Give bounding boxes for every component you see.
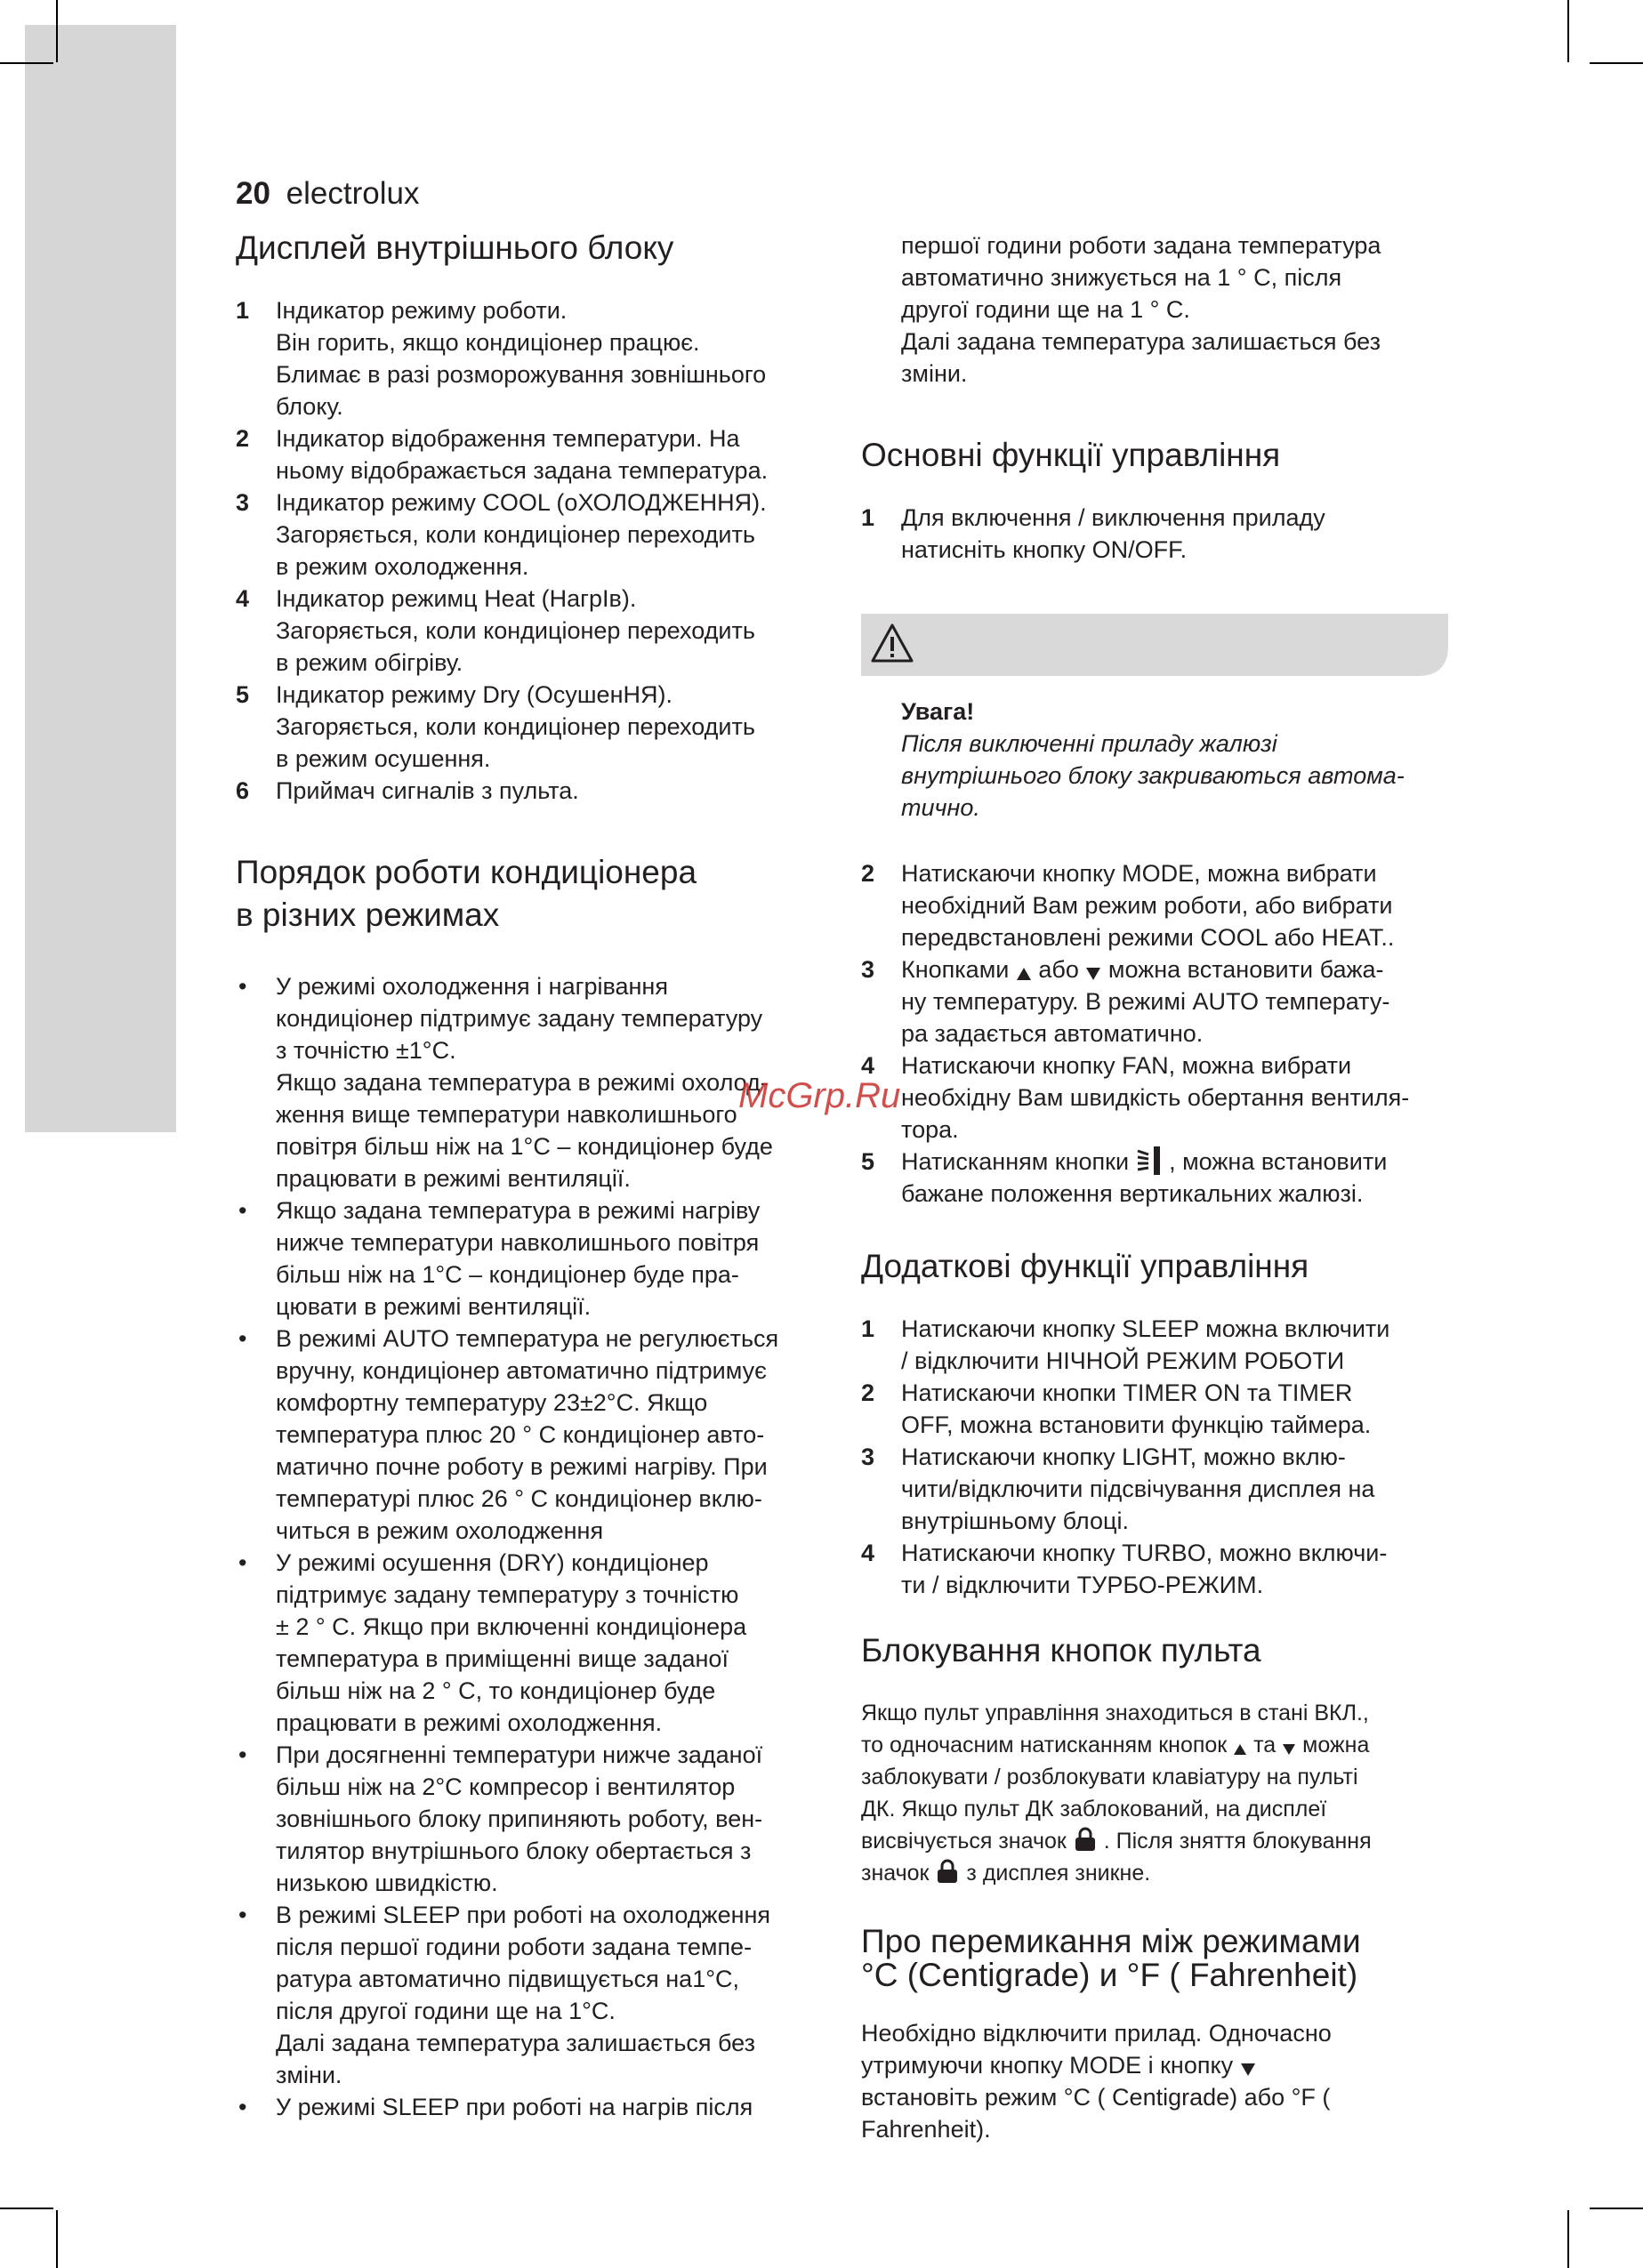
item-number: 1 <box>236 297 250 324</box>
bullet-icon: • <box>238 1549 247 1576</box>
text-line: в режим осушення. <box>276 745 491 772</box>
text-line: Він горить, якщо кондиціонер працює. <box>276 329 700 356</box>
basic-functions-list <box>861 857 1448 1210</box>
text-line: Індикатор відображення температури. На <box>276 425 740 452</box>
text-line: вручну, кондиціонер автоматично підтримує <box>276 1357 767 1384</box>
item-number: 4 <box>861 1540 875 1566</box>
text-line: Натискаючи кнопку LIGHT, можно вклю- <box>901 1444 1346 1470</box>
page-number: 20 <box>236 176 270 211</box>
crop-mark <box>1590 2208 1643 2209</box>
text-line: Натискаючи кнопку TURBO, можно включи- <box>901 1540 1388 1566</box>
item-number: 6 <box>236 777 250 804</box>
text-line: ратура автоматично підвищується на1°С, <box>276 1966 740 1992</box>
section-title-modes: Порядок роботи кондиціонера в різних режимах <box>236 854 697 933</box>
section-title-basic-functions: Основні функції управління <box>861 437 1281 473</box>
text-line: цювати в режимі вентиляції. <box>276 1293 592 1320</box>
item-number: 2 <box>861 1379 875 1406</box>
warning-banner-background <box>861 614 1448 676</box>
list-item <box>236 1323 832 1547</box>
crop-mark <box>56 0 58 62</box>
text-line: з точністю ±1°С. <box>276 1037 456 1064</box>
down-arrow-icon <box>1085 967 1101 981</box>
up-arrow-icon <box>1016 967 1032 981</box>
text-line: В режимі AUTO температура не регулюється <box>276 1325 779 1352</box>
brand-name: electrolux <box>286 176 420 211</box>
text-line: Індикатор режимц Heat (НагрІв). <box>276 585 637 612</box>
text-line: Блимає в разі розморожування зовнішнього <box>276 361 767 388</box>
bullet-icon: • <box>238 973 247 1000</box>
list-item: 1 Для включення / виключення приладу натисніть кнопку ON/OFF. <box>861 504 1325 563</box>
list-item <box>236 487 832 583</box>
list-item: 5 Натисканням кнопки , можна встановити бажане положення вертикальних жалюзі. <box>861 1146 1448 1210</box>
list-item: 4 Натискаючи кнопку FAN, можна вибрати необхідну Вам швидкість обертання вентиля- тора. <box>861 1052 1410 1143</box>
text-line: в режим охолодження. <box>276 553 529 580</box>
warning-banner <box>861 614 1448 676</box>
text-line: комфортну температуру 23±2°С. Якщо <box>276 1389 708 1416</box>
text-line: більш ніж на 1°С – кондиціонер буде пра- <box>276 1261 739 1288</box>
text-line: внутрішньому блоці. <box>901 1508 1129 1534</box>
section-title-lock: Блокування кнопок пульта <box>861 1632 1261 1669</box>
text-line: У режимі осушення (DRY) кондиціонер <box>276 1549 709 1576</box>
section-title-extra-functions: Додаткові функції управління <box>861 1248 1309 1284</box>
crop-mark <box>1567 2210 1569 2268</box>
basic-functions-list-top <box>861 502 1448 566</box>
warning-body: Після виключенні приладу жалюзі внутрішнього блоку закриваються автома- тично. <box>901 730 1405 821</box>
text-line: зміни. <box>901 360 968 387</box>
display-indicator-list <box>236 294 832 807</box>
text-line: / відключити НІЧНОЙ РЕЖИМ РОБОТИ <box>901 1347 1345 1374</box>
list-item <box>861 1313 1448 1377</box>
text-line: чити/відключити підсвічування дисплея на <box>901 1476 1375 1502</box>
text-line: тилятор внутрішнього блоку обертається з <box>276 1838 752 1864</box>
watermark: McGrp.Ru <box>738 1076 901 1115</box>
text-line: ти / відключити ТУРБО-РЕЖИМ. <box>901 1572 1264 1598</box>
text-line: в режим обігріву. <box>276 649 463 676</box>
text-line: працювати в режимі охолодження. <box>276 1709 663 1736</box>
lock-icon <box>1073 1827 1098 1852</box>
section-title-display: Дисплей внутрішнього блоку <box>236 229 674 266</box>
bullet-icon: • <box>238 1197 247 1224</box>
left-column <box>236 227 832 2123</box>
list-item <box>236 679 832 775</box>
text-line: працювати в режимі вентиляції. <box>276 1165 631 1192</box>
item-number: 5 <box>236 681 250 708</box>
list-item <box>236 1739 832 1899</box>
text-line: більш ніж на 2°С компресор і вентилятор <box>276 1773 736 1800</box>
text-line: після першої години роботи задана темпе- <box>276 1934 753 1960</box>
paragraph <box>861 229 1448 390</box>
text-line: Загоряється, коли кондиціонер переходить <box>276 521 755 548</box>
text-line: При досягненні температури нижче заданої <box>276 1741 763 1768</box>
text-line: У режимі охолодження і нагрівання <box>276 973 668 1000</box>
text-line: Натискаючи кнопки TIMER ON та TIMER <box>901 1379 1353 1406</box>
down-arrow-icon <box>1240 2063 1256 2077</box>
text-line: ± 2 ° С. Якщо при включенні кондиціонера <box>276 1613 747 1640</box>
sidebar-gray-bar <box>25 25 176 1132</box>
list-item <box>236 583 832 679</box>
text-line: блоку. <box>276 393 343 420</box>
text-line: температура в приміщенні вище заданої <box>276 1645 729 1672</box>
list-item <box>236 1547 832 1739</box>
text-line: другої години ще на 1 ° С. <box>901 296 1190 323</box>
text-line: ження вище температури навколишнього <box>276 1101 737 1128</box>
list-item <box>236 294 832 422</box>
text-line: Загоряється, коли кондиціонер переходить <box>276 617 755 644</box>
extra-functions-list <box>861 1313 1448 1601</box>
text-line: низькою швидкістю. <box>276 1870 498 1896</box>
text-line: температура плюс 20 ° С кондиціонер авто- <box>276 1421 765 1448</box>
list-item <box>236 1899 832 2091</box>
list-item <box>236 422 832 487</box>
item-number: 2 <box>236 425 250 452</box>
crop-mark <box>56 2210 58 2268</box>
warning-triangle-icon <box>870 623 914 664</box>
text-line: першої години роботи задана температура <box>901 232 1381 259</box>
text-line: OFF, можна встановити функцію таймера. <box>901 1411 1372 1438</box>
text-line: читься в режим охолодження <box>276 1517 604 1544</box>
crop-mark <box>1567 0 1569 62</box>
list-item <box>861 1537 1448 1601</box>
text-line: кондиціонер підтримує задану температуру <box>276 1005 763 1032</box>
up-arrow-icon <box>1233 1743 1247 1756</box>
text-line: нижче температури навколишнього повітря <box>276 1229 760 1256</box>
right-column <box>861 229 1448 2145</box>
text-line: повітря більш ніж на 1°С – кондиціонер буде <box>276 1133 773 1160</box>
page-header <box>236 174 419 213</box>
item-number: 1 <box>861 1315 875 1342</box>
text-line: Далі задана температура залишається без <box>276 2030 755 2056</box>
text-line: температурі плюс 26 ° С кондиціонер вклю- <box>276 1485 762 1512</box>
bullet-icon: • <box>238 1741 247 1768</box>
list-item <box>861 1441 1448 1537</box>
text-line: Приймач сигналів з пульта. <box>276 777 579 804</box>
text-line: Індикатор режиму Dry (ОсушенНЯ). <box>276 681 673 708</box>
lock-icon <box>935 1859 960 1884</box>
text-line: У режимі SLEEP при роботі на нагрів після <box>276 2094 753 2120</box>
text-line: підтримує задану температуру з точністю <box>276 1581 739 1608</box>
text-line: Індикатор режиму роботи. <box>276 297 568 324</box>
text-line: більш ніж на 2 ° С, то кондиціонер буде <box>276 1677 716 1704</box>
bullet-icon: • <box>238 1325 247 1352</box>
list-item: 3 Кнопками або можна встановити бажа- ну температуру. В режимі AUTO температу- ра задається автоматично. <box>861 956 1390 1047</box>
text-line: ньому відображається задана температура. <box>276 457 769 484</box>
list-item <box>861 1377 1448 1441</box>
text-line: зміни. <box>276 2062 342 2088</box>
text-line: Загоряється, коли кондиціонер переходить <box>276 713 755 740</box>
list-item <box>236 775 832 807</box>
item-number: 3 <box>236 489 250 516</box>
list-item: 2 Натискаючи кнопку MODE, можна вибрати необхідний Вам режим роботи, або вибрати передвстановлені режими COOL або HEAT.. <box>861 860 1395 951</box>
continuation-paragraph <box>861 229 1448 390</box>
item-number: 4 <box>236 585 250 612</box>
crop-mark <box>0 62 53 64</box>
list-item <box>236 1194 832 1323</box>
text-line: Якщо задана температура в режимі нагріву <box>276 1197 761 1224</box>
louver-swing-icon <box>1136 1146 1163 1176</box>
bullet-icon: • <box>238 1902 247 1928</box>
text-line: Далі задана температура залишається без <box>901 328 1381 355</box>
list-item <box>236 2091 832 2123</box>
text-line: Натискаючи кнопку SLEEP можна включити <box>901 1315 1390 1342</box>
text-line: матично почне роботу в режимі нагріву. При <box>276 1453 768 1480</box>
crop-mark <box>0 2208 53 2209</box>
bullet-icon: • <box>238 2094 247 2120</box>
item-number: 3 <box>861 1444 875 1470</box>
text-line: В режимі SLEEP при роботі на охолодження <box>276 1902 771 1928</box>
text-line: автоматично знижується на 1 ° С, після <box>901 264 1342 291</box>
text-line: після другої години ще на 1°С. <box>276 1998 616 2024</box>
section-title-units: Про перемикання між режимами °C (Centigrade) и °F ( Fahrenheit) <box>861 1923 1361 1993</box>
text-line: Індикатор режиму COOL (оХОЛОДЖЕННЯ). <box>276 489 767 516</box>
crop-mark <box>1590 62 1643 64</box>
units-paragraph: Необхідно відключити прилад. Одночасно утримуючи кнопку MODE і кнопку встановіть режим °C ( Centigrade) або °F ( Fahrenheit). <box>861 2020 1332 2143</box>
warning-text <box>901 696 1448 824</box>
down-arrow-icon <box>1282 1743 1296 1756</box>
lock-paragraph: Якщо пульт управління знаходиться в стані ВКЛ., то одночасним натисканням кнопок та можна заблокувати / розблокувати клавіатуру на пульті ДК. Якщо пульт ДК заблокований, на дисплеї висвічується значок . Після зняття блокування значок з дисплея зникне. <box>861 1701 1372 1886</box>
text-line: зовнішнього блоку припиняють роботу, вен- <box>276 1806 763 1832</box>
warning-title: Увага! <box>901 698 975 725</box>
modes-bullet-list <box>236 970 832 2123</box>
text-line: Якщо задана температура в режимі охолод- <box>276 1069 769 1096</box>
